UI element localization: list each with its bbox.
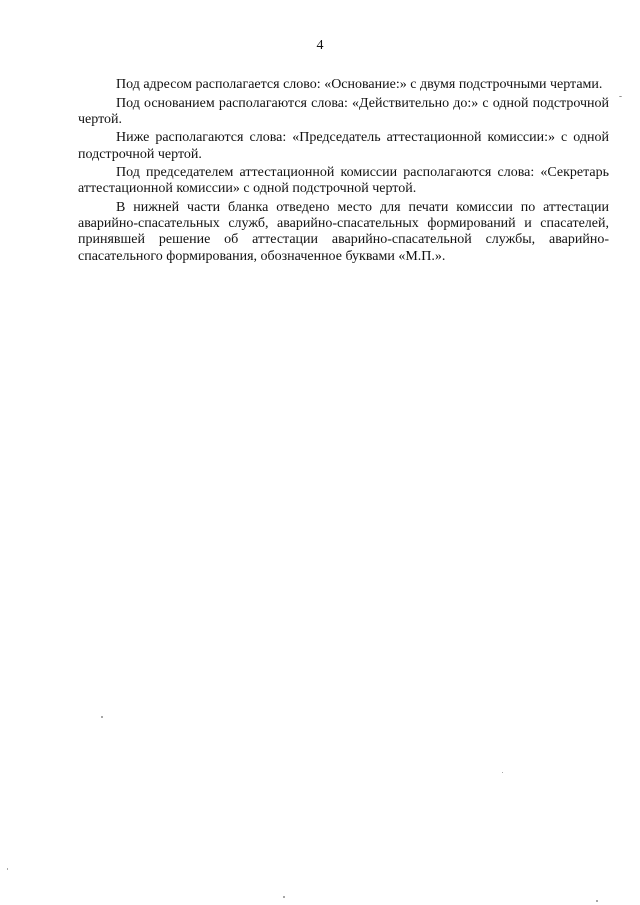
scan-speck: [101, 716, 103, 718]
scan-speck: [502, 772, 503, 773]
scan-speck: [7, 868, 8, 870]
scan-speck: [596, 900, 598, 902]
paragraph-osnovanie: Под адресом располагается слово: «Основание:» с двумя подстрочными чертами.: [116, 77, 603, 92]
paragraph-chairman: Ниже располагаются слова: «Председатель аттестационной комиссии:» с одной подстрочной чертой.: [78, 130, 609, 162]
page-number: 4: [316, 38, 324, 53]
paragraph-valid-until: Под основанием располагаются слова: «Действительно до:» с одной подстрочной чертой.: [78, 95, 609, 127]
scan-speck: [619, 96, 622, 97]
document-body: [78, 77, 609, 267]
paragraph-secretary: Под председателем аттестационной комиссии располагаются слова: «Секретарь аттестационной комиссии» с одной подстрочной чертой.: [78, 165, 609, 197]
paragraph-stamp-place: В нижней части бланка отведено место для печати комиссии по аттестации аварийно-спасательных служб, аварийно-спасательных формирований и спасателей, принявшей решение об аттестации аварийно-спасательной службы, аварийно-спасательного формирования, обозначенное буквами «М.П.».: [78, 199, 609, 264]
scan-speck: [283, 896, 285, 898]
